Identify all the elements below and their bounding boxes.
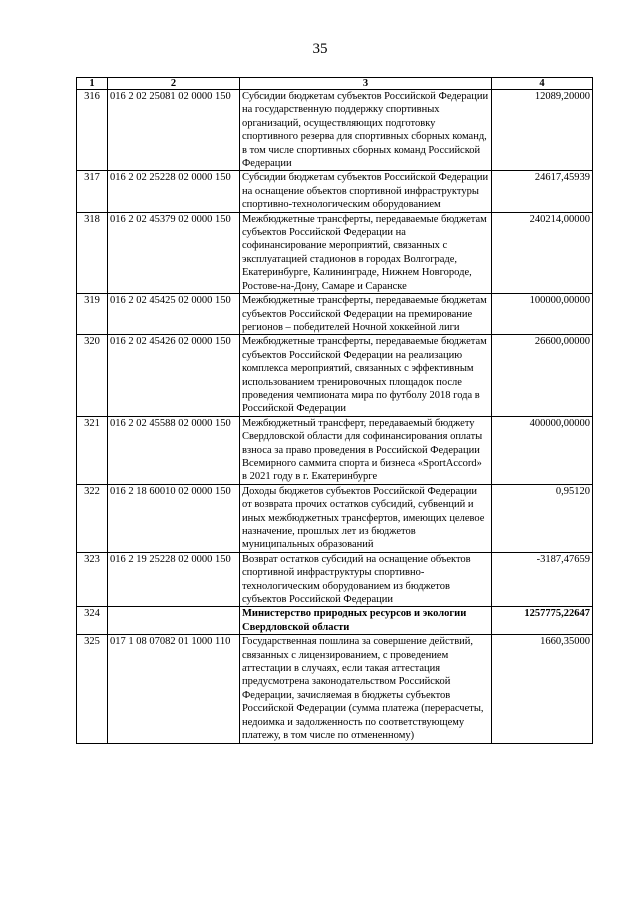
row-description: Межбюджетные трансферты, передаваемые бюджетам субъектов Российской Федерации на реализацию комплекса мероприятий, связанных с эффективным использованием тренировочных площадок после проведения чемпионата мира по футболу 2018 года в Российской Федерации bbox=[240, 335, 492, 416]
budget-code: 016 2 02 45426 02 0000 150 bbox=[108, 335, 240, 416]
budget-code: 016 2 02 25228 02 0000 150 bbox=[108, 171, 240, 212]
budget-code bbox=[108, 607, 240, 635]
page-number: 35 bbox=[312, 41, 328, 57]
table-row-ministry-header bbox=[77, 607, 593, 635]
budget-code: 016 2 02 45588 02 0000 150 bbox=[108, 416, 240, 484]
table-row bbox=[77, 335, 593, 416]
row-number: 321 bbox=[77, 416, 108, 484]
row-number: 324 bbox=[77, 607, 108, 635]
row-number: 325 bbox=[77, 635, 108, 743]
table-row bbox=[77, 552, 593, 607]
row-number: 316 bbox=[77, 90, 108, 171]
budget-code: 016 2 02 25081 02 0000 150 bbox=[108, 90, 240, 171]
row-amount: 24617,45939 bbox=[492, 171, 593, 212]
table-row bbox=[77, 212, 593, 293]
row-number: 319 bbox=[77, 294, 108, 335]
budget-code: 017 1 08 07082 01 1000 110 bbox=[108, 635, 240, 743]
row-number: 318 bbox=[77, 212, 108, 293]
table-row bbox=[77, 171, 593, 212]
column-header-2: 2 bbox=[108, 78, 240, 90]
row-amount: -3187,47659 bbox=[492, 552, 593, 607]
table-header-row bbox=[77, 78, 593, 90]
row-description: Субсидии бюджетам субъектов Российской Федерации на государственную поддержку спортивных организаций, осуществляющих подготовку спортивного резерва для спортивных сборных команд, в том числе спортивных сборных команд Российской Федерации bbox=[240, 90, 492, 171]
row-description: Межбюджетные трансферты, передаваемые бюджетам субъектов Российской Федерации на премирование регионов – победителей Ночной хоккейной лиги bbox=[240, 294, 492, 335]
row-number: 322 bbox=[77, 484, 108, 552]
row-number: 320 bbox=[77, 335, 108, 416]
column-header-1: 1 bbox=[77, 78, 108, 90]
row-description: Межбюджетные трансферты, передаваемые бюджетам субъектов Российской Федерации на софинансирование мероприятий, связанных с эксплуатацией стадионов в городах Волгограде, Екатеринбурге, Калининграде, Нижнем Новгороде, Ростове-на-Дону, Самаре и Саранске bbox=[240, 212, 492, 293]
table-row bbox=[77, 484, 593, 552]
row-description: Межбюджетный трансферт, передаваемый бюджету Свердловской области для софинансирования оплаты взноса за право проведения в Российской Федерации Всемирного саммита спорта и бизнеса «SportAccord» в 2021 году в г. Екатеринбурге bbox=[240, 416, 492, 484]
table-row bbox=[77, 294, 593, 335]
table-row bbox=[77, 416, 593, 484]
row-amount: 1257775,22647 bbox=[492, 607, 593, 635]
budget-code: 016 2 02 45425 02 0000 150 bbox=[108, 294, 240, 335]
budget-code: 016 2 18 60010 02 0000 150 bbox=[108, 484, 240, 552]
row-amount: 240214,00000 bbox=[492, 212, 593, 293]
table-row bbox=[77, 90, 593, 171]
row-description: Министерство природных ресурсов и экологии Свердловской области bbox=[240, 607, 492, 635]
column-header-3: 3 bbox=[240, 78, 492, 90]
row-description: Субсидии бюджетам субъектов Российской Федерации на оснащение объектов спортивной инфраструктуры спортивно-технологическим оборудованием bbox=[240, 171, 492, 212]
table-row bbox=[77, 635, 593, 743]
row-number: 323 bbox=[77, 552, 108, 607]
row-description: Возврат остатков субсидий на оснащение объектов спортивной инфраструктуры спортивно-технологическим оборудованием из бюджетов субъектов Российской Федерации bbox=[240, 552, 492, 607]
row-amount: 0,95120 bbox=[492, 484, 593, 552]
row-number: 317 bbox=[77, 171, 108, 212]
column-header-4: 4 bbox=[492, 78, 593, 90]
row-amount: 12089,20000 bbox=[492, 90, 593, 171]
row-description: Государственная пошлина за совершение действий, связанных с лицензированием, с проведением аттестации в случаях, если такая аттестация предусмотрена законодательством Российской Федерации, зачисляемая в бюджеты субъектов Российской Федерации (сумма платежа (перерасчеты, недоимка и задолженность по соответствующему платежу, в том числе по отмененному) bbox=[240, 635, 492, 743]
row-amount: 26600,00000 bbox=[492, 335, 593, 416]
row-amount: 400000,00000 bbox=[492, 416, 593, 484]
budget-table bbox=[76, 77, 593, 744]
row-amount: 1660,35000 bbox=[492, 635, 593, 743]
row-amount: 100000,00000 bbox=[492, 294, 593, 335]
budget-code: 016 2 02 45379 02 0000 150 bbox=[108, 212, 240, 293]
row-description: Доходы бюджетов субъектов Российской Федерации от возврата прочих остатков субсидий, субвенций и иных межбюджетных трансфертов, имеющих целевое назначение, прошлых лет из бюджетов муниципальных образований bbox=[240, 484, 492, 552]
budget-code: 016 2 19 25228 02 0000 150 bbox=[108, 552, 240, 607]
